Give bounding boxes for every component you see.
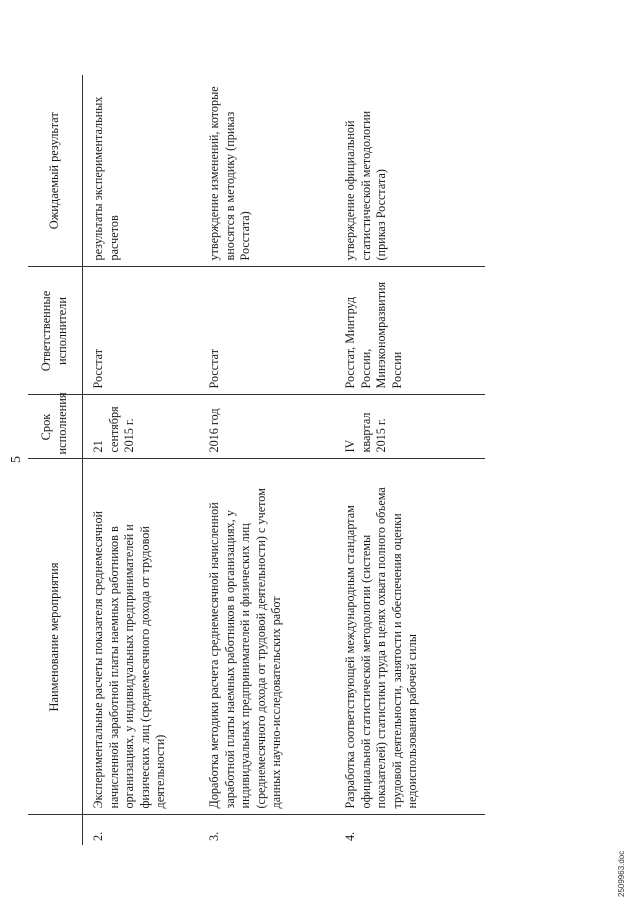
table-header-row [28,75,83,845]
row-number: 4. [343,831,357,841]
row-executors: Росстат [199,267,335,395]
page-number: 5 [9,456,24,463]
row-name: Разработка соответствующей международным стандартам официальной статистической методологии (системы показателей) статистики труда в целях охвата полного объема трудовой деятельности, занятости и обеспечения оценки недоиспользования рабочей силы [335,459,485,815]
table-row [335,75,485,845]
row-name: Экспериментальные расчеты показателя среднемесячной начисленной заработной платы наемных работников в организациях, у индивидуальных предпринимателей и физических лиц (среднемесячного дохода от трудовой деятельности) [83,459,200,815]
table-row [199,75,335,845]
row-number: 3. [207,831,221,841]
table-row [83,75,200,845]
row-executors: Росстат [83,267,200,395]
row-result: результаты экспериментальных расчетов [83,75,200,267]
row-result: утверждение официальной статистической методологии (приказ Росстата) [335,75,485,267]
header-term: Срок исполнения [28,395,83,459]
row-number: 2. [91,831,105,841]
document-code: 2509963.doc [617,850,626,897]
header-result: Ожидаемый результат [28,75,83,267]
row-name: Доработка методики расчета среднемесячной начисленной заработной платы наемных работников в организациях, у индивидуальных предпринимателей и физических лиц (среднемесячного дохода от трудовой деятельности) с учетом данных научно-исследовательских работ [199,459,335,815]
header-executors: Ответственные исполнители [28,267,83,395]
row-term: 21 сентября 2015 г. [83,395,200,459]
row-result: утверждение изменений, которые вносятся в методику (приказ Росстата) [199,75,335,267]
action-plan-table [28,75,485,845]
header-name: Наименование мероприятия [28,459,83,815]
header-number [28,815,83,845]
row-term: 2016 год [199,395,335,459]
row-term: IV квартал 2015 г. [335,395,485,459]
row-executors: Росстат, Минтруд России, Минэкономразвития России [335,267,485,395]
